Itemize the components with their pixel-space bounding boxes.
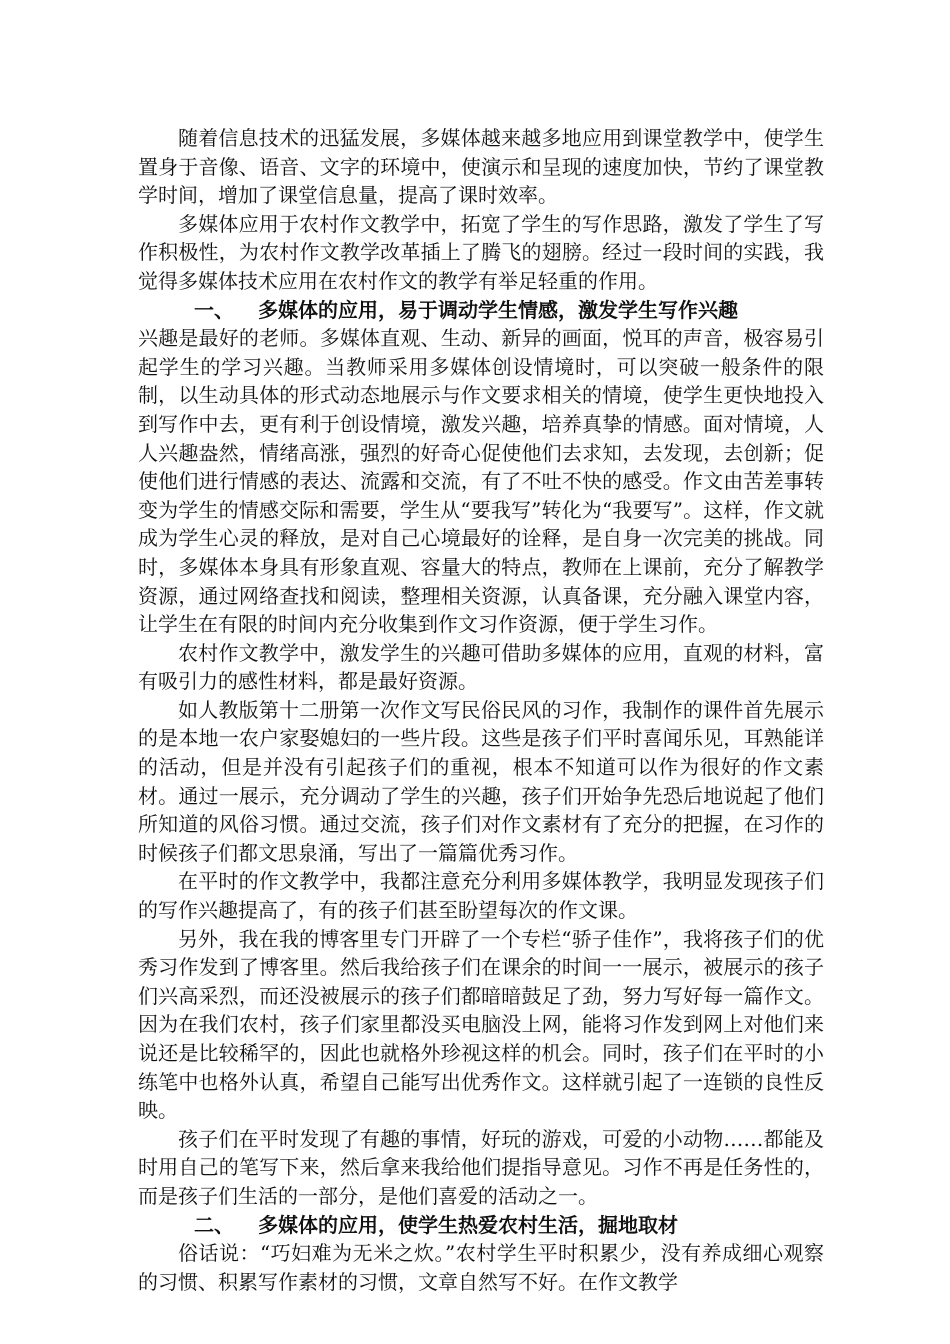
paragraph-interest: 兴趣是最好的老师。多媒体直观、生动、新异的画面，悦耳的声音，极容易引起学生的学习兴趣。当教师采用多媒体创设情境时，可以突破一般条件的限制，以生动具体的形式动态地展示与作文要求相关的情境，使学生更快地投入到写作中去，更有利于创设情境，激发兴趣，培养真挚的情感。面对情境，人人兴趣盎然，情绪高涨，强烈的好奇心促使他们去求知，去发现，去创新；促使他们进行情感的表达、流露和交流，有了不吐不快的感受。作文由苦差事转变为学生的情感交际和需要，学生从“要我写”转化为“我要写”。这样，作文就成为学生心灵的释放，是对自己心境最好的诠释，是自身一次完美的挑战。同时，多媒体本身具有形象直观、容量大的特点，教师在上课前，充分了解教学资源，通过网络查找和阅读，整理相关资源，认真备课，充分融入课堂内容，让学生在有限的时间内充分收集到作文习作资源，便于学生习作。 xyxy=(138,326,824,637)
section-number-1: 一、 xyxy=(194,297,234,322)
paragraph-thesis: 多媒体应用于农村作文教学中，拓宽了学生的写作思路，激发了学生了写作积极性，为农村作文教学改革插上了腾飞的翅膀。经过一段时间的实践，我觉得多媒体技术应用在农村作文的教学有举足轻重的作用。 xyxy=(138,211,824,293)
section-number-2: 二、 xyxy=(194,1212,234,1237)
document-page xyxy=(138,124,824,1296)
paragraph-intro: 随着信息技术的迅猛发展，多媒体越来越多地应用到课堂教学中，使学生置身于音像、语音、文字的环境中，使演示和呈现的速度加快，节约了课堂教学时间，增加了课堂信息量，提高了课时效率。 xyxy=(138,126,824,208)
paragraph-proverb: 俗话说：“巧妇难为无米之炊。”农村学生平时积累少，没有养成细心观察的习惯、积累写作素材的习惯，文章自然写不好。在作文教学 xyxy=(138,1241,824,1294)
section-title-1: 多媒体的应用，易于调动学生情感，激发学生写作兴趣 xyxy=(258,297,738,322)
section-heading-1 xyxy=(138,296,824,325)
section-heading-2 xyxy=(138,1211,824,1240)
paragraph-blog: 另外，我在我的博客里专门开辟了一个专栏“骄子佳作”，我将孩子们的优秀习作发到了博客里。然后我给孩子们在课余的时间一一展示，被展示的孩子们兴高采烈，而还没被展示的孩子们都暗暗鼓足了劲，努力写好每一篇作文。因为在我们农村，孩子们家里都没买电脑没上网，能将习作发到网上对他们来说还是比较稀罕的，因此也就格外珍视这样的机会。同时，孩子们在平时的小练笔中也格外认真，希望自己能写出优秀作文。这样就引起了一连锁的良性反映。 xyxy=(138,926,824,1123)
paragraph-example: 如人教版第十二册第一次作文写民俗民风的习作，我制作的课件首先展示的是本地一农户家娶媳妇的一些片段。这些是孩子们平时喜闻乐见，耳熟能详的活动，但是并没有引起孩子们的重视，根本不知道可以作为很好的作文素材。通过一展示，充分调动了学生的兴趣，孩子们开始争先恐后地说起了他们所知道的风俗习惯。通过交流，孩子们对作文素材有了充分的把握，在习作的时候孩子们都文思泉涌，写出了一篇篇优秀习作。 xyxy=(138,697,824,865)
paragraph-usual-teaching: 在平时的作文教学中，我都注意充分利用多媒体教学，我明显发现孩子们的写作兴趣提高了，有的孩子们甚至盼望每次的作文课。 xyxy=(138,869,824,923)
paragraph-rural-teaching: 农村作文教学中，激发学生的兴趣可借助多媒体的应用，直观的材料，富有吸引力的感性材料，都是最好资源。 xyxy=(138,640,824,694)
paragraph-children: 孩子们在平时发现了有趣的事情，好玩的游戏，可爱的小动物……都能及时用自己的笔写下来，然后拿来我给他们提指导意见。习作不再是任务性的，而是孩子们生活的一部分，是他们喜爱的活动之一。 xyxy=(138,1126,824,1208)
section-title-2: 多媒体的应用，使学生热爱农村生活，掘地取材 xyxy=(258,1212,678,1237)
